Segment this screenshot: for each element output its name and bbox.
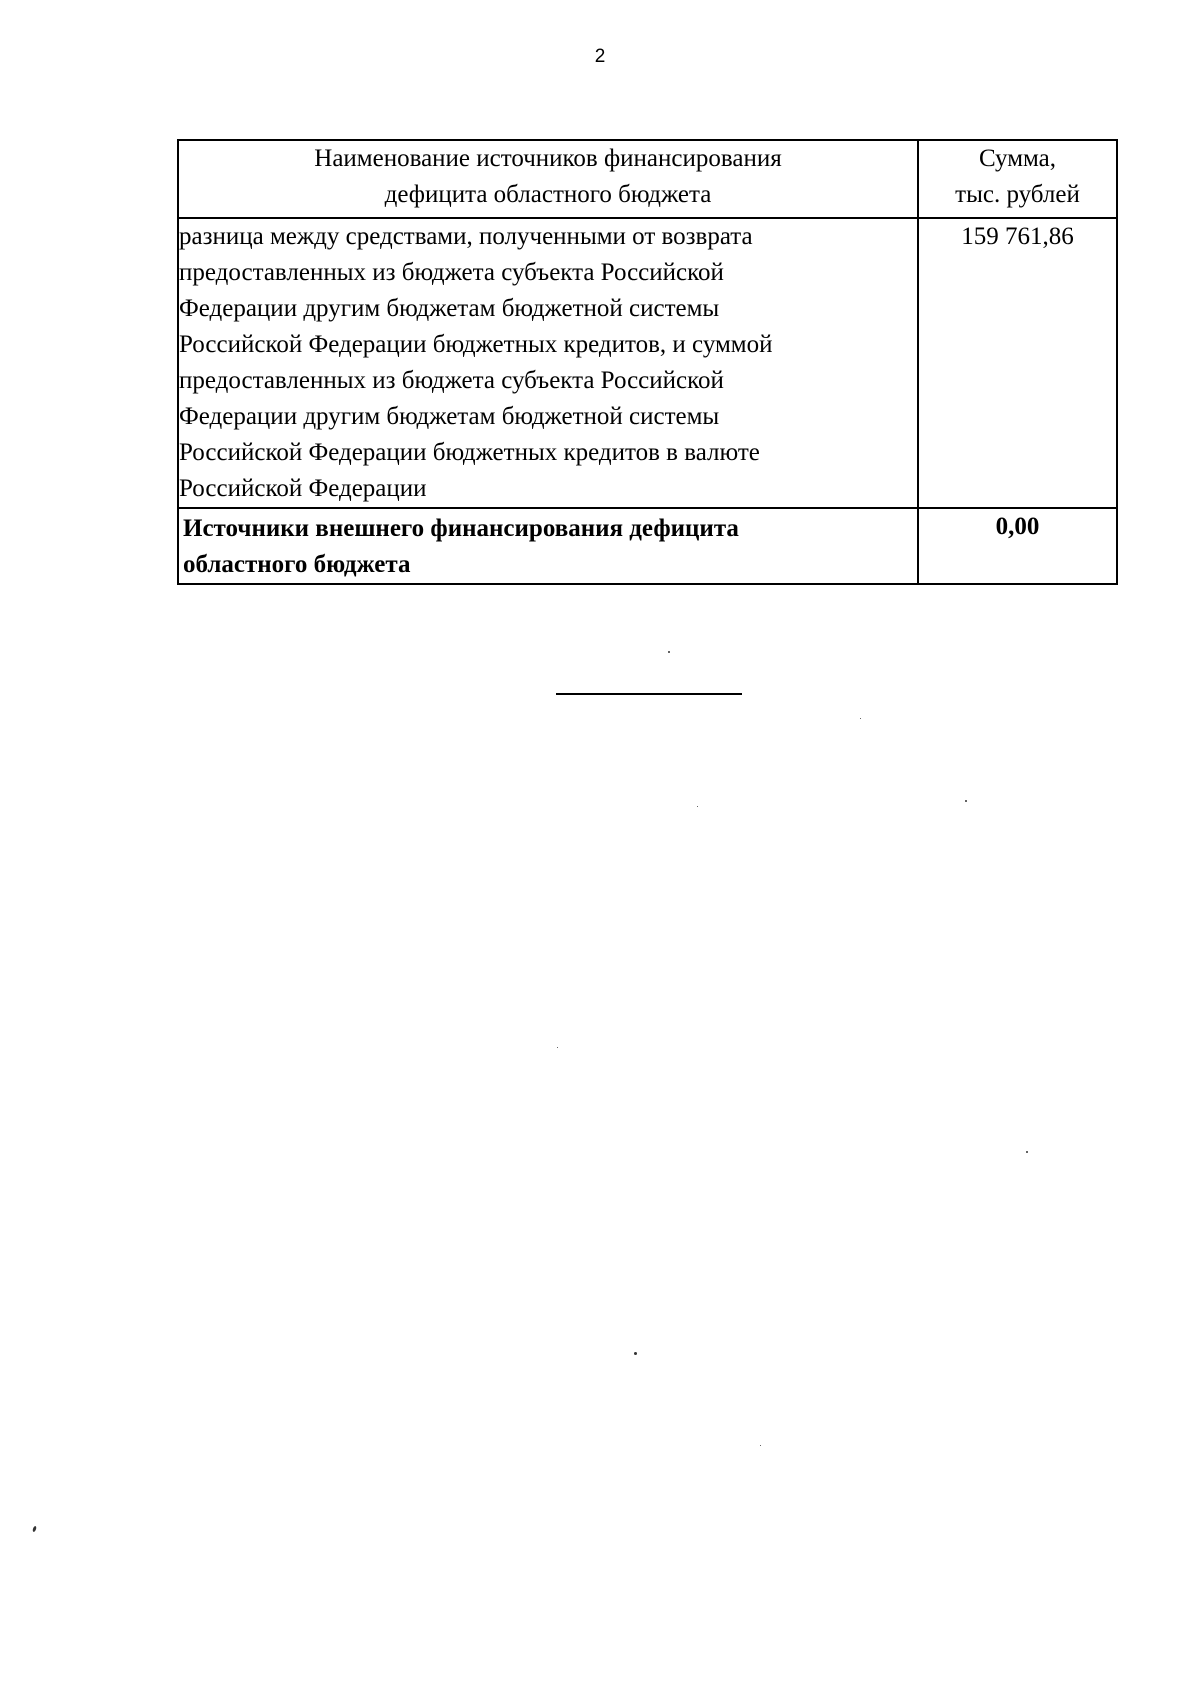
- row-source-name: разница между средствами, полученными от возврата предоставленных из бюджета субъекта Российской Федерации другим бюджетам бюджетной системы Российской Федерации бюджетных кредитов, и суммой предоставленных из бюджета субъекта Российской Федерации другим бюджетам бюджетной системы Российской Федерации бюджетных кредитов в валюте Российской Федерации: [178, 218, 918, 508]
- scan-speck: [965, 800, 967, 802]
- scan-speck: [634, 1352, 637, 1355]
- table-header-row: [178, 140, 1117, 218]
- scan-speck: [760, 1445, 761, 1446]
- end-divider-line: [556, 693, 742, 695]
- scan-speck: [668, 651, 670, 653]
- header-amount: Сумма, тыс. рублей: [918, 140, 1117, 218]
- financing-sources-table: [177, 139, 1118, 585]
- row-amount: 159 761,86: [918, 218, 1117, 508]
- scan-speck: [860, 718, 861, 719]
- scan-speck: [1026, 1151, 1028, 1153]
- scan-speck: [557, 1047, 558, 1048]
- table-row-total: [178, 508, 1117, 584]
- total-source-name: Источники внешнего финансирования дефицита областного бюджета: [178, 508, 918, 584]
- page-number: 2: [594, 46, 606, 67]
- table-row: [178, 218, 1117, 508]
- scan-speck: [32, 1526, 37, 1533]
- scan-speck: [697, 806, 698, 807]
- total-amount: 0,00: [918, 508, 1117, 584]
- header-source-name: Наименование источников финансирования дефицита областного бюджета: [178, 140, 918, 218]
